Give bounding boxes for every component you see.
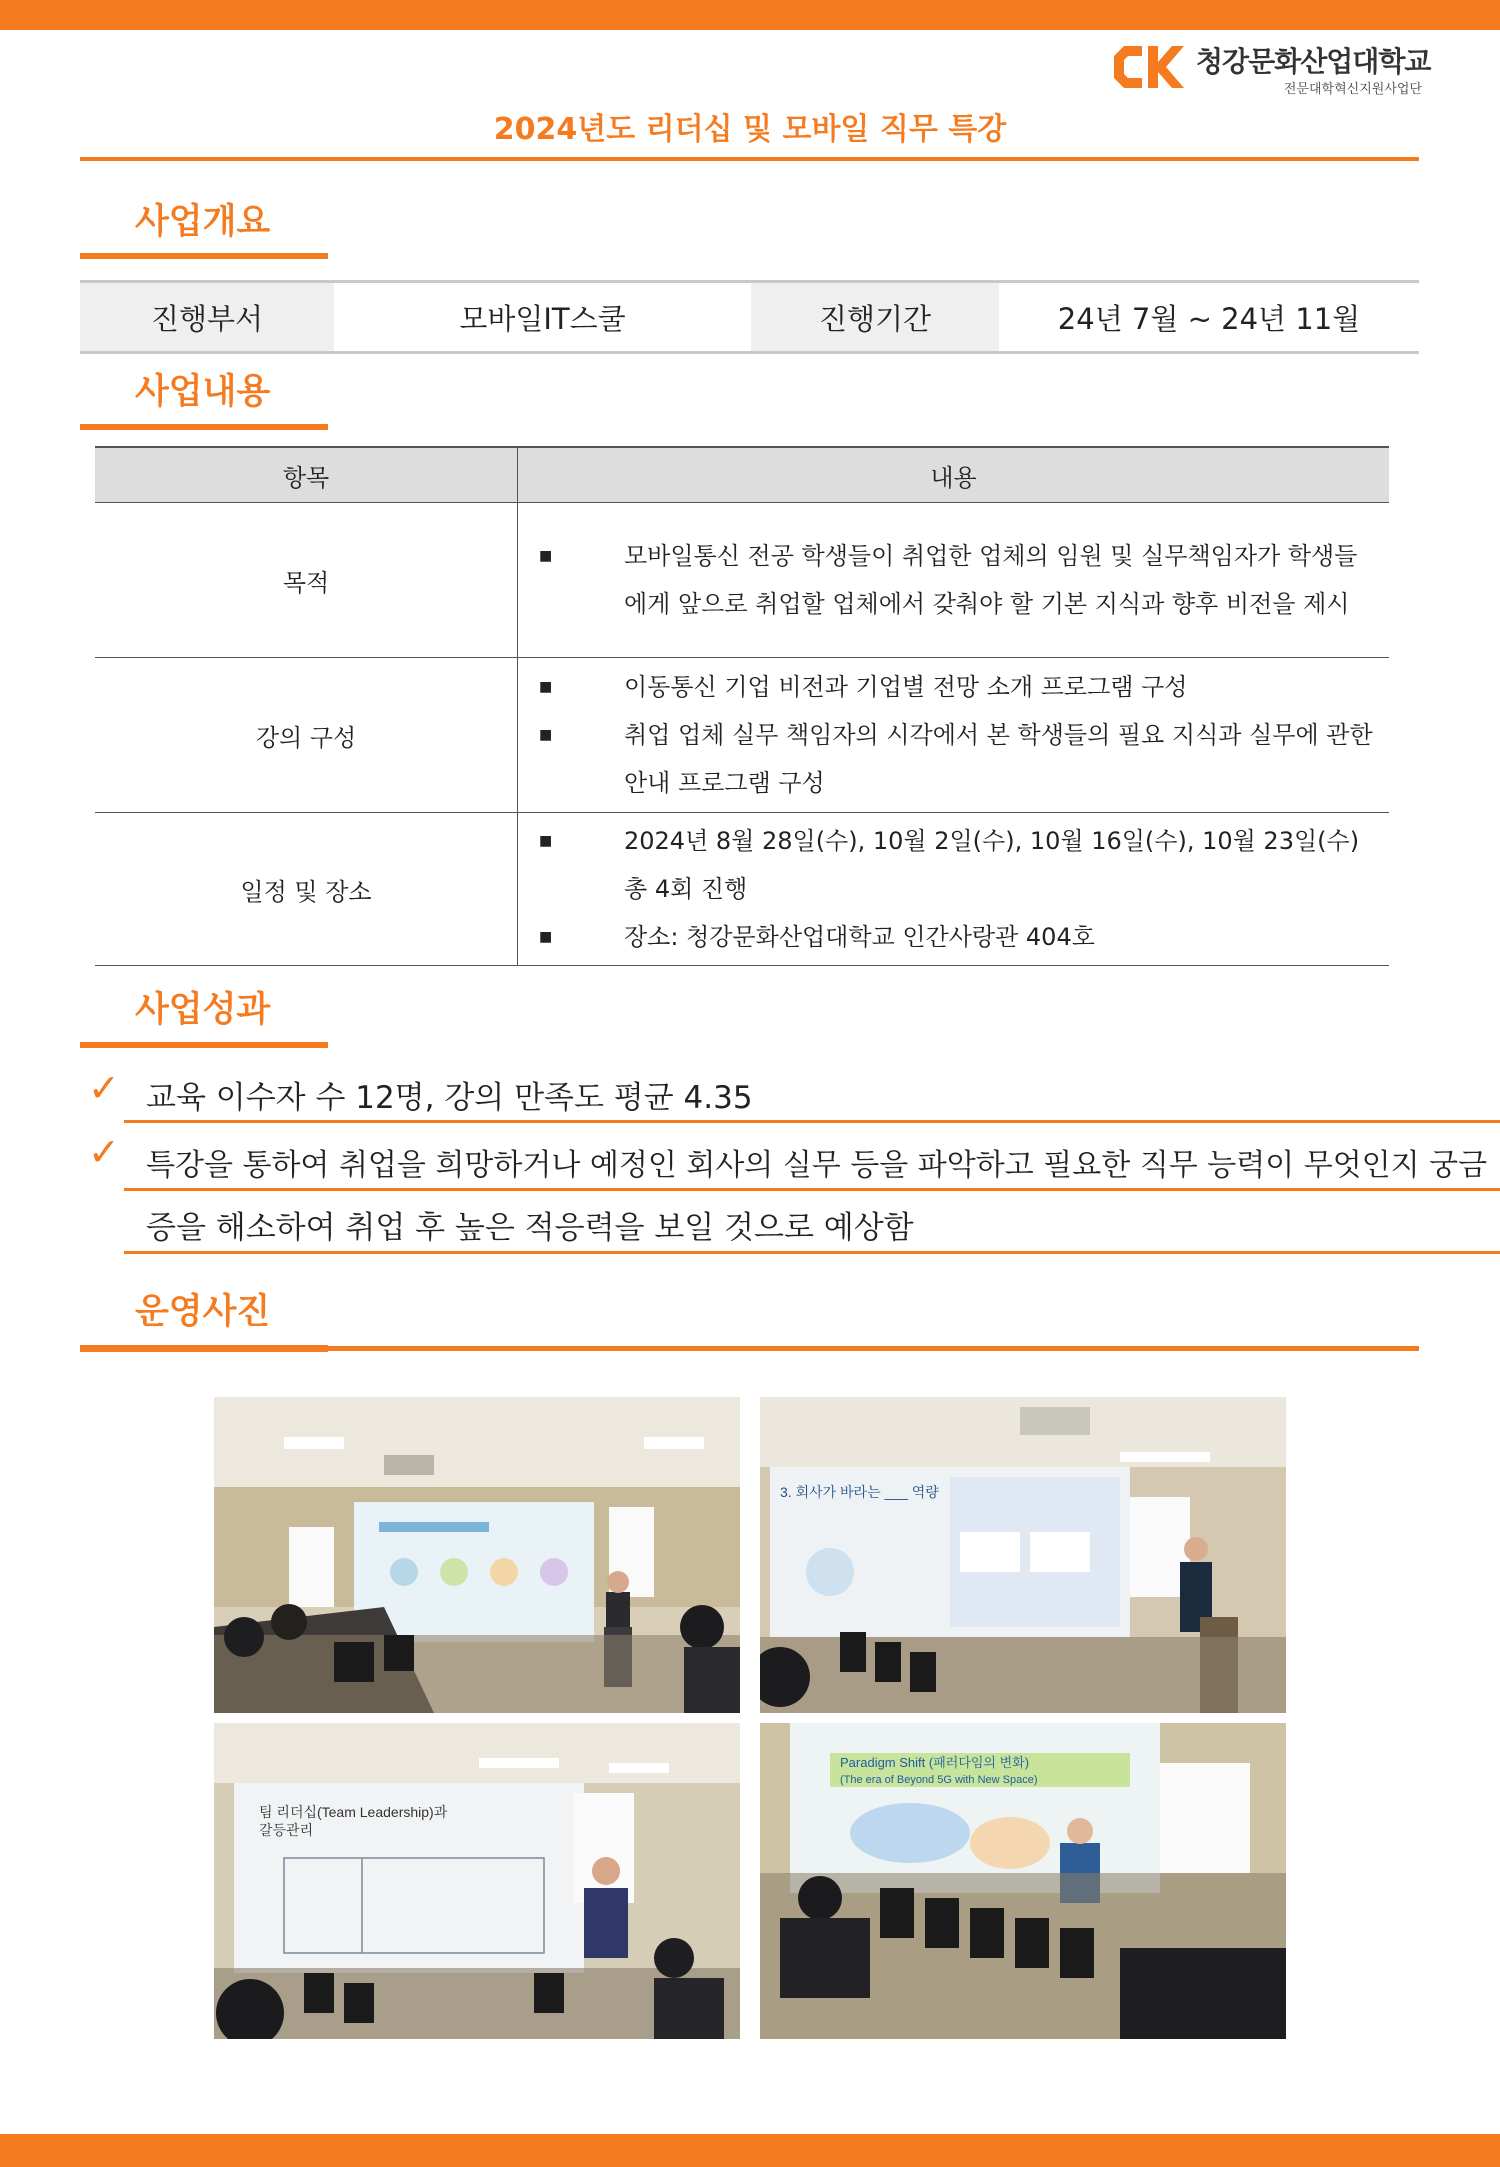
top-accent-bar xyxy=(0,0,1500,30)
lecture-photo-4 xyxy=(760,1723,1286,2039)
bullet-icon: ■ xyxy=(539,727,553,743)
row-content xyxy=(518,813,1390,966)
slide-title: Paradigm Shift (패러다임의 변화) xyxy=(840,1755,1030,1770)
list-item: ■ 2024년 8월 28일(수), 10월 2일(수), 10월 16일(수), 10월 23일(수) 총 4회 진행 xyxy=(539,817,1388,913)
table-row xyxy=(95,503,1389,658)
result-underline xyxy=(124,1188,1500,1191)
period-label: 진행기간 xyxy=(751,283,999,351)
bullet-icon: ■ xyxy=(539,548,553,564)
result-underline xyxy=(124,1120,1500,1123)
document-title: 2024년도 리더십 및 모바일 직무 특강 xyxy=(493,112,1007,147)
check-icon: ✓ xyxy=(88,1066,120,1110)
table-row xyxy=(95,813,1389,966)
bullet-icon: ■ xyxy=(539,833,553,849)
section-underline xyxy=(80,1345,328,1352)
dept-value: 모바일IT스쿨 xyxy=(459,301,626,336)
section-underline xyxy=(80,1042,328,1048)
section-heading-overview: 사업개요 xyxy=(135,202,271,242)
lecture-photo-2 xyxy=(760,1397,1286,1713)
content-table xyxy=(95,446,1389,966)
bullet-icon: ■ xyxy=(539,679,553,695)
section-heading-results: 사업성과 xyxy=(135,990,271,1030)
row-item: 목적 xyxy=(95,503,518,658)
bullet-icon: ■ xyxy=(539,929,553,945)
ck-logo-icon xyxy=(1112,42,1186,92)
overview-table xyxy=(80,280,1419,354)
result-item xyxy=(88,1066,1418,1126)
result-text: 특강을 통하여 취업을 희망하거나 예정인 회사의 실무 등을 파악하고 필요한 직무 능력이 무엇인지 궁금 xyxy=(146,1148,1488,1183)
result-text: 교육 이수자 수 12명, 강의 만족도 평균 4.35 xyxy=(146,1080,753,1116)
row-item: 일정 및 장소 xyxy=(95,813,518,966)
header-item: 항목 xyxy=(95,447,518,503)
slide-subtitle: (The era of Beyond 5G with New Space) xyxy=(840,1774,1038,1786)
title-divider xyxy=(80,157,1419,161)
check-icon: ✓ xyxy=(88,1130,120,1174)
university-logo xyxy=(1112,38,1431,98)
list-item: ■ 취업 업체 실무 책임자의 시각에서 본 학생들의 필요 지식과 실무에 관한 안내 프로그램 구성 xyxy=(539,711,1388,807)
period-value: 24년 7월 ~ 24년 11월 xyxy=(1057,301,1361,336)
logo-subtitle: 전문대학혁신지원사업단 xyxy=(1283,82,1422,97)
lecture-photo-3 xyxy=(214,1723,740,2039)
slide-title: 3. 회사가 바라는 ___ 역량 xyxy=(780,1484,939,1500)
list-item: ■ 모바일통신 전공 학생들이 취업한 업체의 임원 및 실무책임자가 학생들에게 앞으로 취업할 업체에서 갖춰야 할 기본 지식과 향후 비전을 제시 xyxy=(539,532,1388,628)
list-item: ■ 이동통신 기업 비전과 기업별 전망 소개 프로그램 구성 xyxy=(539,663,1388,711)
row-content xyxy=(518,503,1390,658)
dept-label: 진행부서 xyxy=(80,283,334,351)
section-underline xyxy=(80,424,328,430)
row-content xyxy=(518,658,1390,813)
logo-name: 청강문화산업대학교 xyxy=(1196,45,1431,78)
result-item xyxy=(88,1130,1488,1260)
section-heading-photos: 운영사진 xyxy=(135,1292,271,1332)
slide-title: 팀 리더십(Team Leadership)과 xyxy=(259,1804,448,1820)
result-text: 증을 해소하여 취업 후 높은 적응력을 보일 것으로 예상함 xyxy=(146,1210,914,1246)
slide-subtitle: 갈등관리 xyxy=(259,1822,314,1838)
section-heading-content: 사업내용 xyxy=(135,372,271,412)
section-underline xyxy=(80,253,328,259)
row-item: 강의 구성 xyxy=(95,658,518,813)
bottom-accent-bar xyxy=(0,2134,1500,2167)
lecture-photo-1 xyxy=(214,1397,740,1713)
table-row xyxy=(95,658,1389,813)
header-content: 내용 xyxy=(518,447,1390,503)
list-item: ■ 장소: 청강문화산업대학교 인간사랑관 404호 xyxy=(539,913,1388,961)
result-underline xyxy=(124,1251,1500,1254)
